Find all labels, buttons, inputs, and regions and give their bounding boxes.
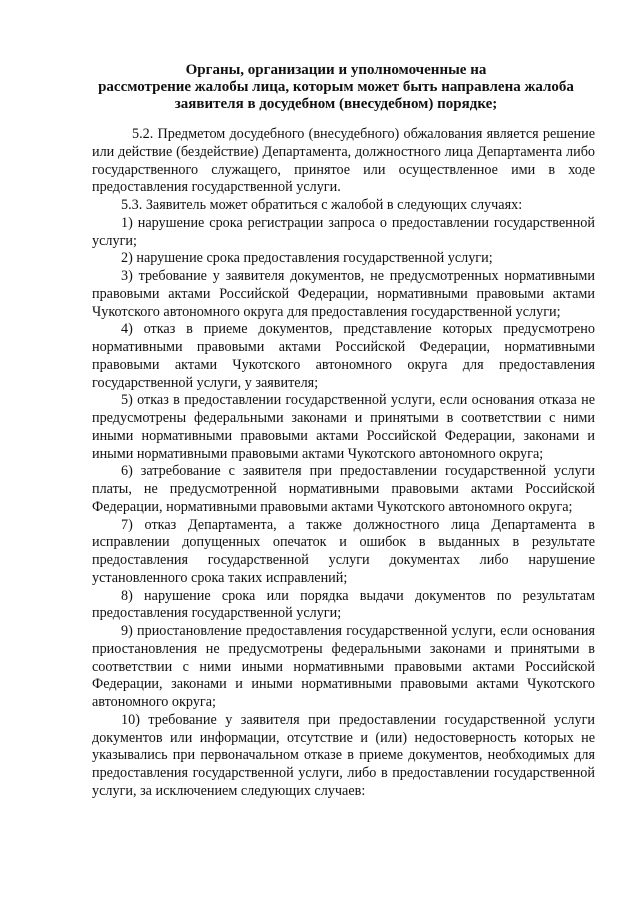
list-item-5: 5) отказ в предоставлении государственной услуги, если основания отказа не предусмотрены федеральными законами и принятыми в соответствии с ними иными нормативными правовыми актами Российской Федерации, законами и иными нормативными правовыми актами Чукотского автономного округа; bbox=[92, 392, 595, 462]
list-item-4: 4) отказ в приеме документов, представление которых предусмотрено нормативными правовыми актами Российской Федерации, нормативными правовыми актами Чукотского автономного округа для предоставления государственной услуги, у заявителя; bbox=[92, 321, 595, 391]
heading-line-1: Органы, организации и уполномоченные на bbox=[185, 62, 487, 78]
heading-line-2: рассмотрение жалобы лица, которым может быть направлена жалоба bbox=[98, 79, 574, 95]
list-item-6: 6) затребование с заявителя при предоставлении государственной услуги платы, не предусмотренной нормативными правовыми актами Российской Федерации, нормативными правовыми актами Чукотского автономного округа; bbox=[92, 463, 595, 515]
list-item-3: 3) требование у заявителя документов, не предусмотренных нормативными правовыми актами Российской Федерации, нормативными правовыми актами Чукотского автономного округа для предоставления государственной услуги; bbox=[92, 268, 595, 320]
list-item-10: 10) требование у заявителя при предоставлении государственной услуги документов или информации, отсутствие и (или) недостоверность которых не указывались при первоначальном отказе в приеме документов, необходимых для предоставления государственной услуги, либо в предоставлении государственной услуги, за исключением следующих случаев: bbox=[92, 711, 595, 799]
paragraph-5-3: 5.3. Заявитель может обратиться с жалобой в следующих случаях: bbox=[121, 197, 523, 213]
heading-line-3: заявителя в досудебном (внесудебном) порядке; bbox=[174, 96, 498, 112]
list-item-8: 8) нарушение срока или порядка выдачи документов по результатам предоставления государственной услуги; bbox=[92, 587, 595, 622]
paragraph-5-2: 5.2. Предметом досудебного (внесудебного) обжалования является решение или действие (бездействие) Департамента, должностного лица Департамента либо государственного служащего, принятое или осуществленное ими в ходе предоставления государственной услуги. bbox=[92, 126, 595, 196]
section-heading bbox=[80, 62, 592, 113]
list-item-9: 9) приостановление предоставления государственной услуги, если основания приостановления не предусмотрены федеральными законами и принятыми в соответствии с ними иными нормативными правовыми актами Российской Федерации, законами и иными нормативными правовыми актами Чукотского автономного округа; bbox=[92, 623, 595, 710]
list-item-7: 7) отказ Департамента, а также должностного лица Департамента в исправлении допущенных опечаток и ошибок в выданных в результате предоставления государственной услуги документах либо нарушение установленного срока таких исправлений; bbox=[92, 516, 595, 586]
list-item-2: 2) нарушение срока предоставления государственной услуги; bbox=[121, 250, 493, 267]
document-body bbox=[92, 126, 595, 801]
list-item-1: 1) нарушение срока регистрации запроса о предоставлении государственной услуги; bbox=[92, 214, 595, 249]
